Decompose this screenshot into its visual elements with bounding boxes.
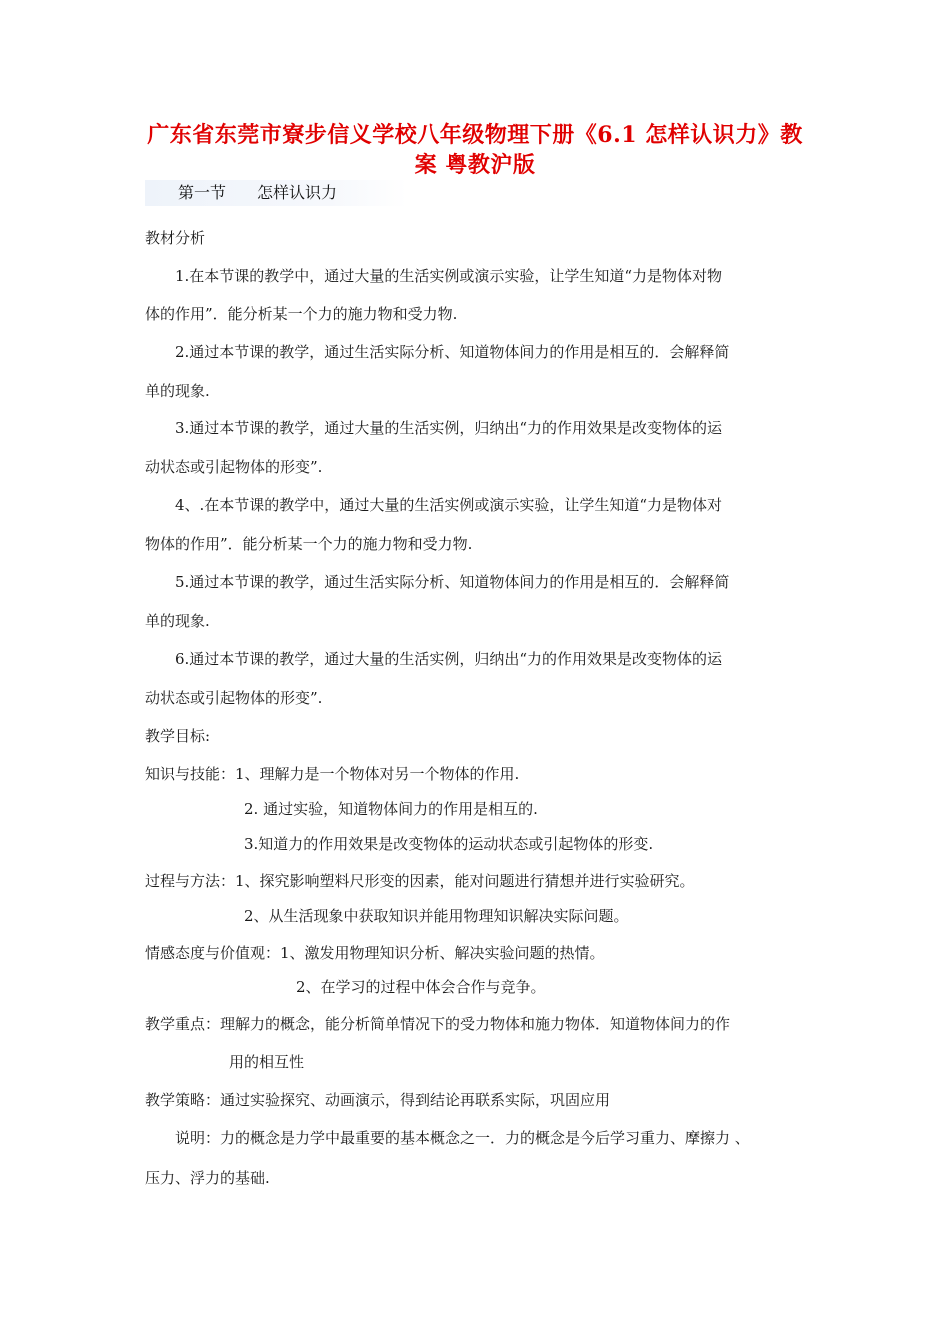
paragraph-line: 说明：力的概念是力学中最重要的基本概念之一．力的概念是今后学习重力、摩擦力 、 — [175, 1129, 750, 1147]
paragraph-line: 3.通过本节课的教学，通过大量的生活实例，归纳出“力的作用效果是改变物体的运 — [175, 419, 722, 437]
paragraph-line: 体的作用”．能分析某一个力的施力物和受力物. — [145, 305, 458, 323]
paragraph-line: 用的相互性 — [229, 1053, 305, 1071]
paragraph-line: 单的现象. — [145, 382, 210, 400]
paragraph-line: 2、在学习的过程中体会合作与竞争。 — [296, 978, 546, 996]
paragraph-line: 动状态或引起物体的形变”. — [145, 689, 323, 707]
section-number: 第一节 — [178, 183, 227, 202]
paragraph-line: 情感态度与价值观：1、激发用物理知识分析、解决实验问题的热情。 — [145, 944, 605, 962]
paragraph-line: 物体的作用”．能分析某一个力的施力物和受力物. — [145, 535, 473, 553]
paragraph-line: 知识与技能：1、理解力是一个物体对另一个物体的作用. — [145, 765, 520, 783]
paragraph-line: 2、从生活现象中获取知识并能用物理知识解决实际问题。 — [244, 907, 629, 925]
paragraph-line: 教学重点：理解力的概念，能分析简单情况下的受力物体和施力物体．知道物体间力的作 — [145, 1015, 731, 1033]
heading-textbook-analysis: 教材分析 — [145, 229, 206, 247]
paragraph-line: 压力、浮力的基础. — [145, 1169, 270, 1187]
section-name: 怎样认识力 — [257, 183, 338, 202]
paragraph-line: 5.通过本节课的教学，通过生活实际分析、知道物体间力的作用是相互的．会解释简 — [175, 573, 730, 591]
paragraph-line: 2. 通过实验，知道物体间力的作用是相互的. — [244, 800, 538, 818]
paragraph-line: 过程与方法：1、探究影响塑料尺形变的因素，能对问题进行猜想并进行实验研究。 — [145, 872, 695, 890]
section-heading — [145, 180, 407, 206]
paragraph-line: 3.知道力的作用效果是改变物体的运动状态或引起物体的形变. — [244, 835, 654, 853]
paragraph-line: 1.在本节课的教学中，通过大量的生活实例或演示实验，让学生知道“力是物体对物 — [175, 267, 722, 285]
paragraph-line: 教学策略：通过实验探究、动画演示，得到结论再联系实际，巩固应用 — [145, 1091, 611, 1109]
document-title — [120, 120, 830, 180]
paragraph-line: 单的现象. — [145, 612, 210, 630]
title-line-2: 案 粤教沪版 — [414, 152, 536, 178]
paragraph-line: 4、.在本节课的教学中，通过大量的生活实例或演示实验，让学生知道“力是物体对 — [175, 496, 722, 514]
heading-teaching-objectives: 教学目标: — [145, 727, 211, 745]
title-line-1: 广东省东莞市寮步信义学校八年级物理下册《6.1 怎样认识力》教 — [147, 122, 803, 148]
paragraph-line: 6.通过本节课的教学，通过大量的生活实例，归纳出“力的作用效果是改变物体的运 — [175, 650, 722, 668]
paragraph-line: 动状态或引起物体的形变”. — [145, 458, 323, 476]
paragraph-line: 2.通过本节课的教学，通过生活实际分析、知道物体间力的作用是相互的．会解释简 — [175, 343, 730, 361]
